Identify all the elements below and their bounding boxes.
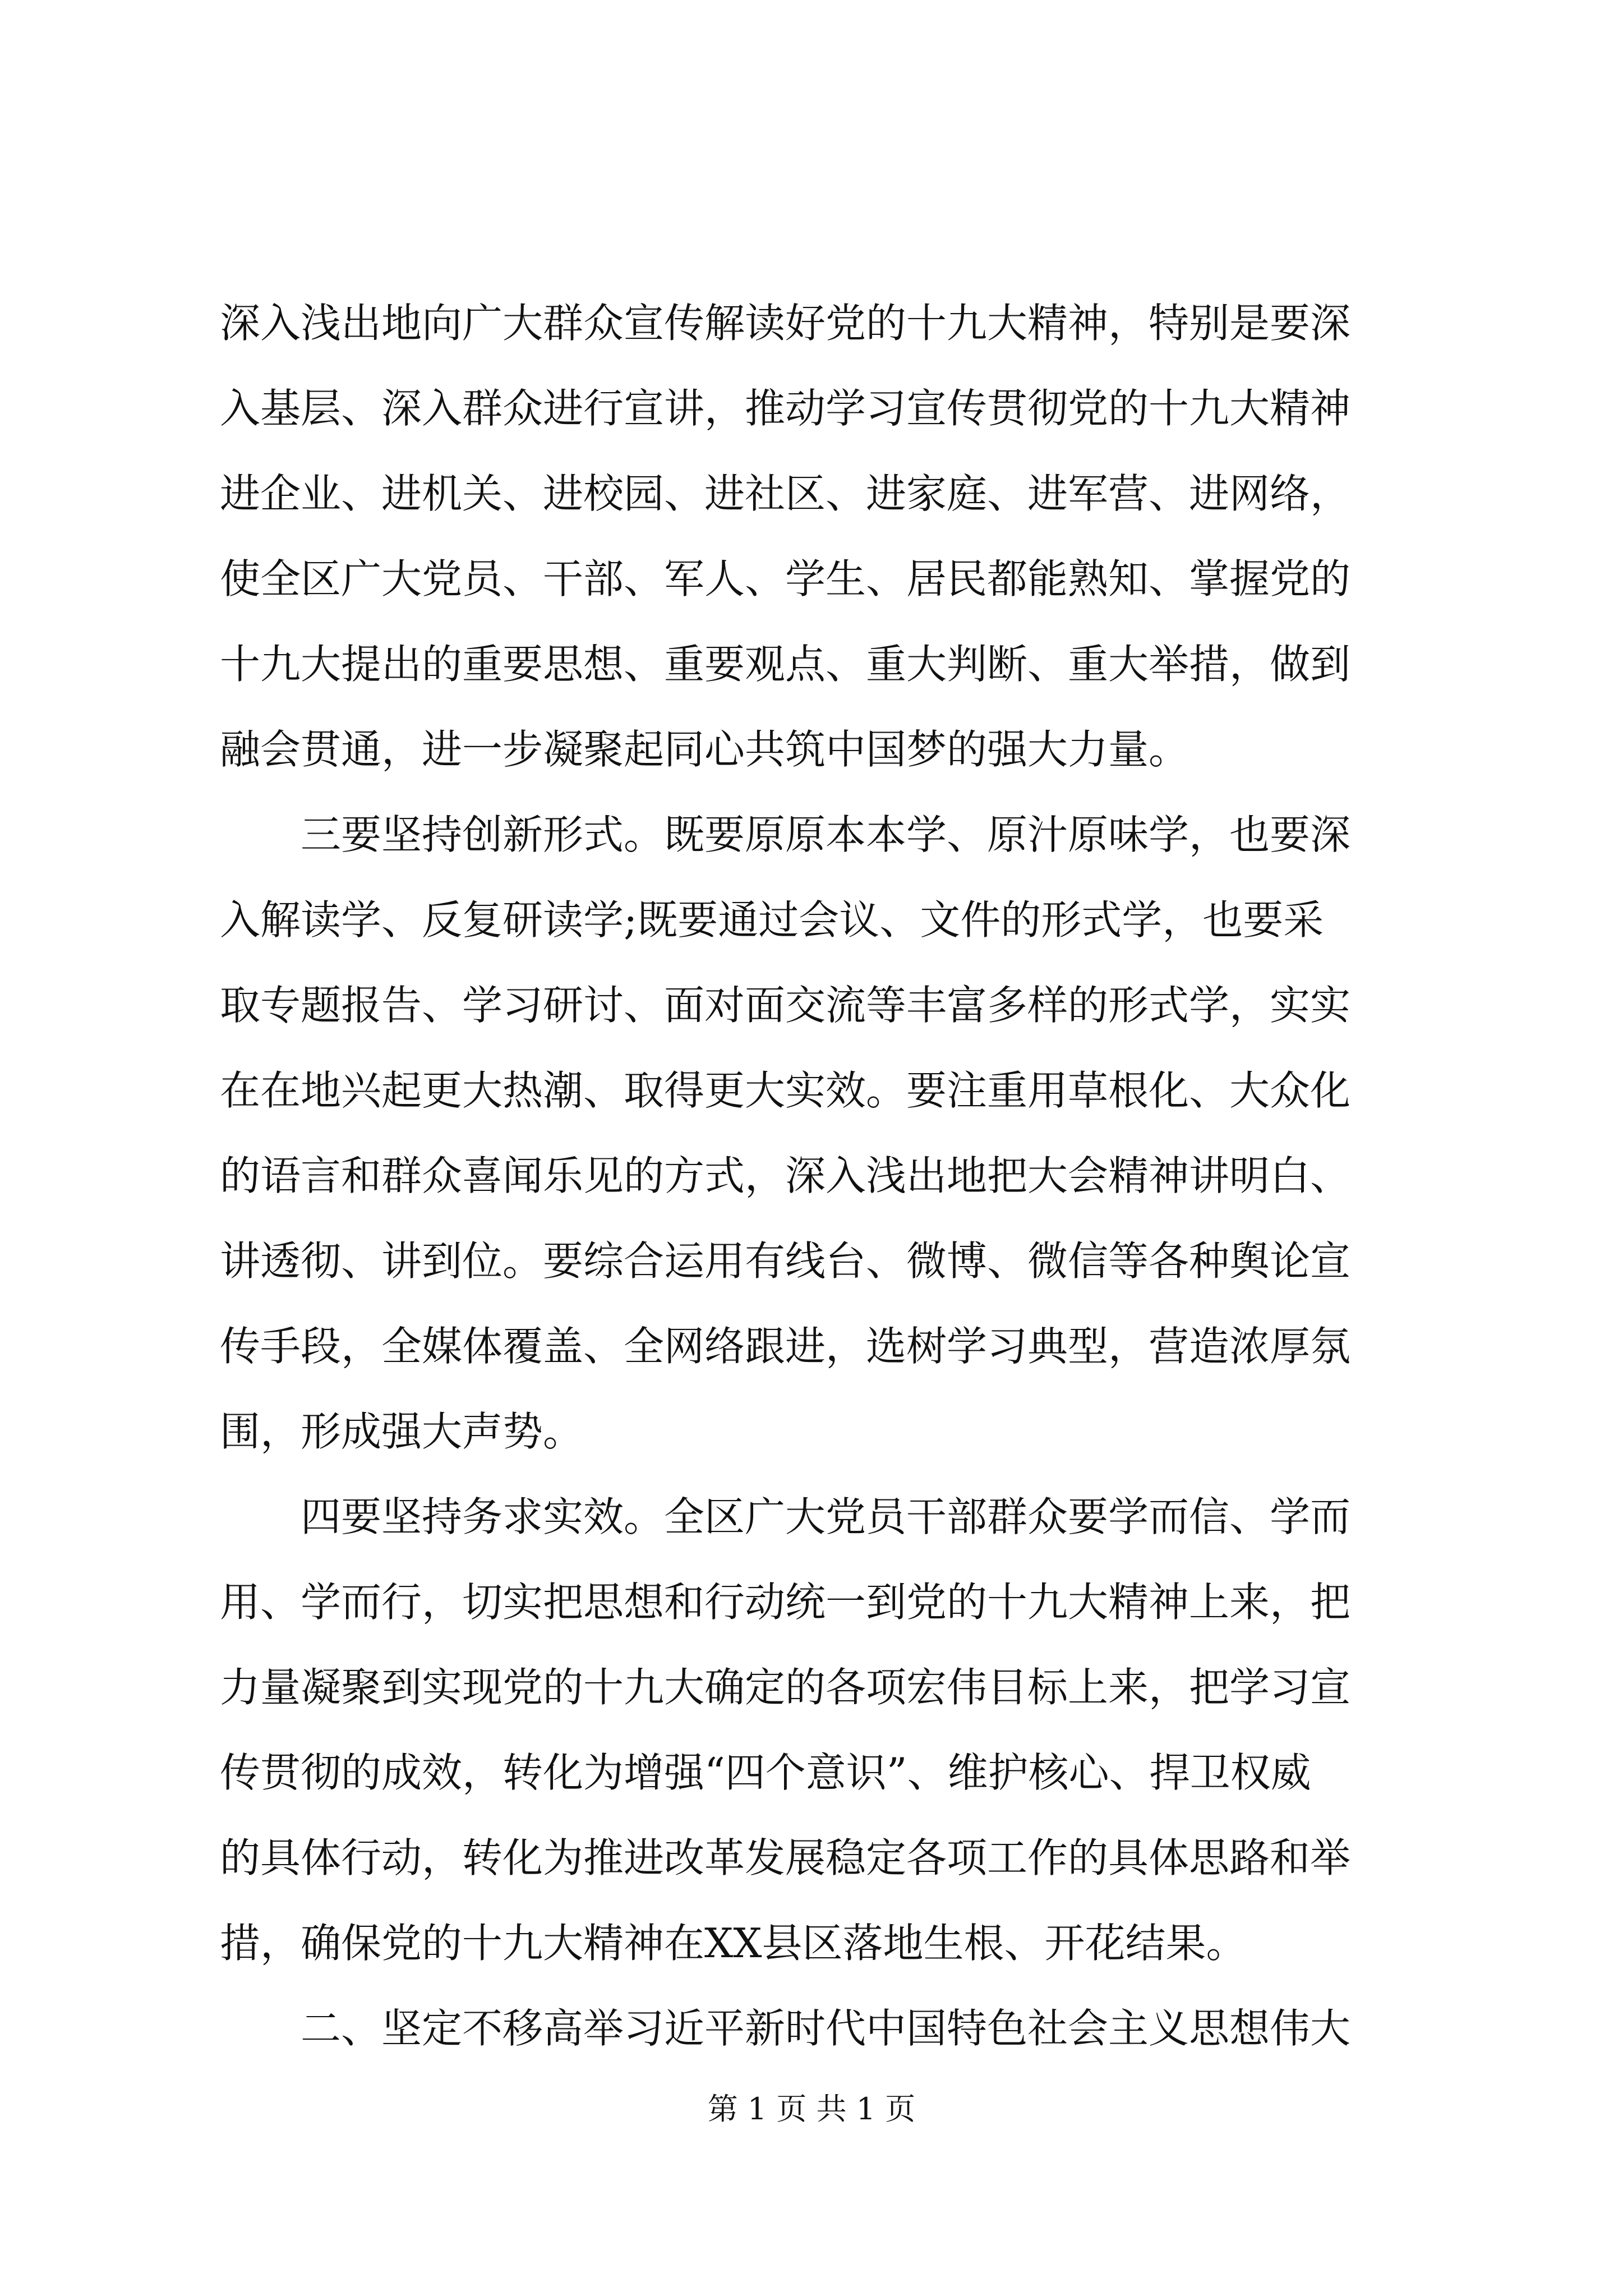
text-line: 围，形成强大声势。 xyxy=(220,1408,584,1455)
text-line: 使全区广大党员、干部、军人、学生、居民都能熟知、掌握党的 xyxy=(220,555,1351,602)
text-line: 的语言和群众喜闻乐见的方式，深入浅出地把大会精神讲明白、 xyxy=(220,1152,1351,1199)
section-heading-line: 二、坚定不移高举习近平新时代中国特色社会主义思想伟大 xyxy=(301,2005,1351,2052)
text-line: 力量凝聚到实现党的十九大确定的各项宏伟目标上来，把学习宣 xyxy=(220,1664,1351,1711)
text-line: 十九大提出的重要思想、重要观点、重大判断、重大举措，做到 xyxy=(220,641,1351,688)
text-line: 传贯彻的成效，转化为增强“四个意识”、维护核心、捍卫权威 xyxy=(220,1749,1311,1796)
text-line: 进企业、进机关、进校园、进社区、进家庭、进军营、进网络， xyxy=(220,470,1351,517)
text-line: 取专题报告、学习研讨、面对面交流等丰富多样的形式学，实实 xyxy=(220,982,1351,1029)
text-line: 讲透彻、讲到位。要综合运用有线台、微博、微信等各种舆论宣 xyxy=(220,1237,1351,1285)
text-line: 在在地兴起更大热潮、取得更大实效。要注重用草根化、大众化 xyxy=(220,1067,1351,1114)
document-body xyxy=(220,280,1412,2071)
text-line: 用、学而行，切实把思想和行动统一到党的十九大精神上来，把 xyxy=(220,1579,1351,1626)
text-line: 融会贯通，进一步凝聚起同心共筑中国梦的强大力量。 xyxy=(220,726,1189,773)
text-line: 措，确保党的十九大精神在XX县区落地生根、开花结果。 xyxy=(220,1920,1247,1967)
paragraph-first-line: 三要坚持创新形式。既要原原本本学、原汁原味学，也要深 xyxy=(301,811,1351,858)
text-line: 的具体行动，转化为推进改革发展稳定各项工作的具体思路和举 xyxy=(220,1834,1351,1881)
page-number-footer: 第 1 页 共 1 页 xyxy=(707,2091,916,2127)
paragraph-first-line: 四要坚持务求实效。全区广大党员干部群众要学而信、学而 xyxy=(301,1493,1351,1540)
text-line: 入基层、深入群众进行宣讲，推动学习宣传贯彻党的十九大精神 xyxy=(220,385,1351,432)
text-line: 入解读学、反复研读学;既要通过会议、文件的形式学，也要采 xyxy=(220,896,1324,944)
text-line: 传手段，全媒体覆盖、全网络跟进，选树学习典型，营造浓厚氛 xyxy=(220,1323,1351,1370)
text-line: 深入浅出地向广大群众宣传解读好党的十九大精神，特别是要深 xyxy=(220,300,1351,347)
